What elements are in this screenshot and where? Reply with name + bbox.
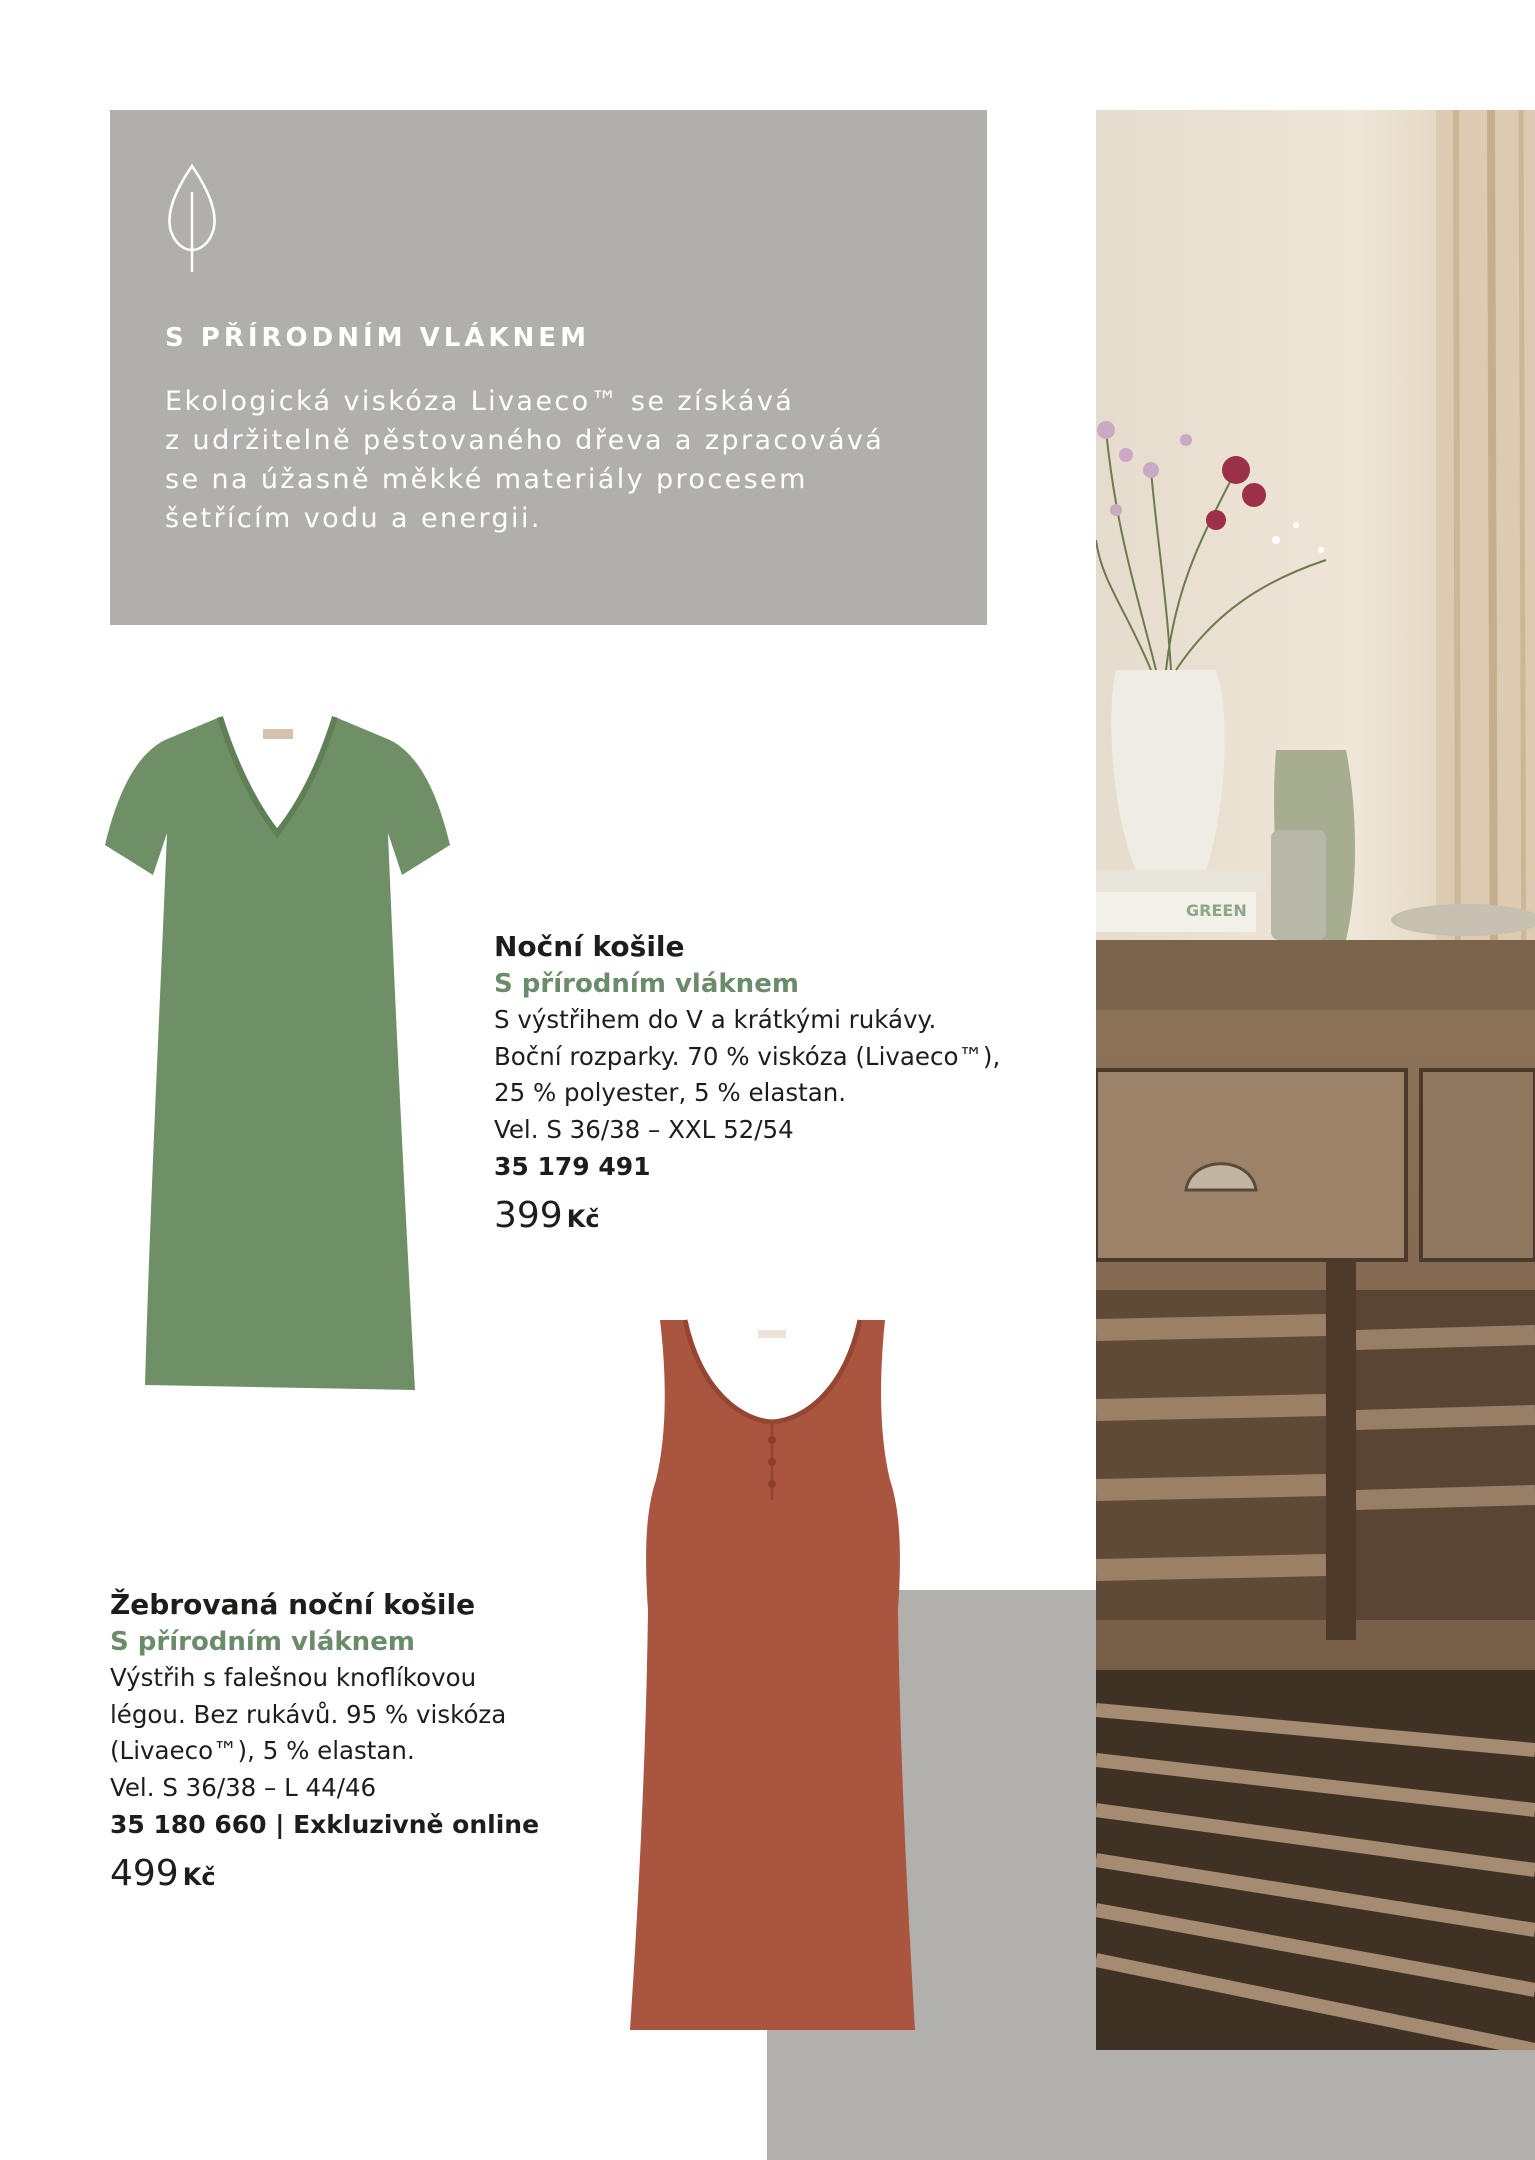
info-box (110, 110, 987, 625)
description-line: 25 % polyester, 5 % elastan. (494, 1078, 847, 1107)
product-subtitle: S přírodním vláknem (110, 1627, 415, 1657)
info-text-line: se na úžasně měkké materiály procesem (165, 464, 808, 495)
leaf-icon (162, 162, 222, 274)
product-code: 35 180 660 | Exkluzivně online (110, 1810, 540, 1839)
price-currency: Kč (182, 1863, 216, 1891)
info-text-line: z udržitelně pěstovaného dřeva a zpracovává (165, 425, 885, 456)
product-description (110, 1660, 670, 1806)
description-line: S výstřihem do V a krátkými rukávy. (494, 1005, 937, 1034)
description-line: Vel. S 36/38 – XXL 52/54 (494, 1114, 794, 1144)
product-title: Žebrovaná noční košile (110, 1588, 476, 1621)
product-info-nightdress (494, 928, 1054, 1242)
lifestyle-photo (1096, 110, 1535, 2050)
product-price (110, 1851, 670, 1900)
description-line: (Livaeco™), 5 % elastan. (110, 1736, 415, 1765)
description-line: Boční rozparky. 70 % viskóza (Livaeco™), (494, 1041, 1001, 1071)
info-text-line: Ekologická viskóza Livaeco™ se získává (165, 386, 795, 417)
description-line: légou. Bez rukávů. 95 % viskóza (110, 1699, 507, 1729)
info-text-line: šetřícím vodu a energii. (165, 503, 542, 534)
price-value: 399 (494, 1195, 563, 1236)
description-line: Výstřih s falešnou knoflíkovou (110, 1663, 477, 1692)
description-line: Vel. S 36/38 – L 44/46 (110, 1772, 377, 1802)
rust-ribbed-nightdress-image (630, 1310, 915, 2035)
sideboard-scene-illustration (1096, 110, 1535, 2050)
info-title: S PŘÍRODNÍM VLÁKNEM (165, 323, 590, 353)
price-value: 499 (110, 1853, 179, 1894)
product-code: 35 179 491 (494, 1152, 651, 1181)
product-description (494, 1002, 1054, 1148)
green-nightdress-shape (105, 717, 450, 1390)
price-currency: Kč (566, 1205, 600, 1233)
green-nightdress-image (105, 705, 455, 1395)
product-title: Noční košile (494, 930, 685, 963)
book-label: GREEN (1186, 901, 1247, 920)
product-price (494, 1193, 1054, 1242)
product-info-ribbed-nightdress (110, 1586, 670, 1900)
info-text (165, 382, 965, 538)
product-subtitle: S přírodním vláknem (494, 969, 799, 999)
